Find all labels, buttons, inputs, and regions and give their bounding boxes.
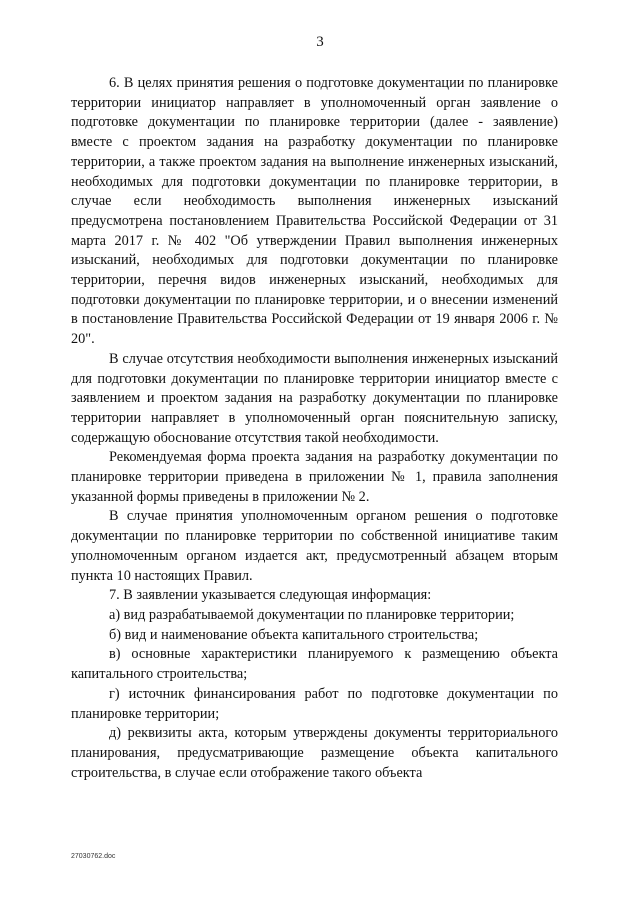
list-item-v: в) основные характеристики планируемого к размещению объекта капитального строительства; [71,646,558,683]
list-item-b: б) вид и наименование объекта капитального строительства; [109,626,479,643]
footer-filename: 27030762.doc [71,853,116,860]
list-item-d: д) реквизиты акта, которым утверждены документы территориального планирования, предусматривающие размещение объекта капитального строительства, в случае если отображение такого объекта [71,725,558,781]
list-item-a: а) вид разрабатываемой документации по планировке территории; [109,606,515,623]
document-body [71,74,558,783]
paragraph-7: 7. В заявлении указывается следующая информация: [109,587,432,604]
page-number: 3 [316,34,324,50]
paragraph-recommended-form: Рекомендуемая форма проекта задания на разработку документации по планировке территории приведена в приложении № 1, правила заполнения указанной формы приведены в приложении № 2. [71,449,558,505]
paragraph-no-surveys: В случае отсутствия необходимости выполнения инженерных изысканий для подготовки документации по планировке территории инициатор вместе с заявлением и проектом задания на разработку документации по планировке территории направляет в уполномоченный орган пояснительную записку, содержащую обоснование отсутствия такой необходимости. [71,350,558,446]
paragraph-6: 6. В целях принятия решения о подготовке документации по планировке территории инициатор направляет в уполномоченный орган заявление о подготовке документации по планировке территории (далее - заявление) вместе с проектом задания на разработку документации по планировке территории, а также проектом задания на выполнение инженерных изысканий, необходимых для подготовки документации по планировке территории, в случае если необходимость выполнения инженерных изысканий предусмотрена постановлением Правительства Российской Федерации от 31 марта 2017 г. № 402 "Об утверждении Правил выполнения инженерных изысканий, необходимых для подготовки документации по планировке территории, перечня видов инженерных изысканий, необходимых для подготовки документации по планировке территории, и о внесении изменений в постановление Правительства Российской Федерации от 19 января 2006 г. № 20". [71,75,558,348]
list-item-g: г) источник финансирования работ по подготовке документации по планировке территории; [71,685,558,722]
paragraph-own-initiative: В случае принятия уполномоченным органом решения о подготовке документации по планировке территории по собственной инициативе таким уполномоченным органом издается акт, предусмотренный абзацем вторым пункта 10 настоящих Правил. [71,508,558,584]
